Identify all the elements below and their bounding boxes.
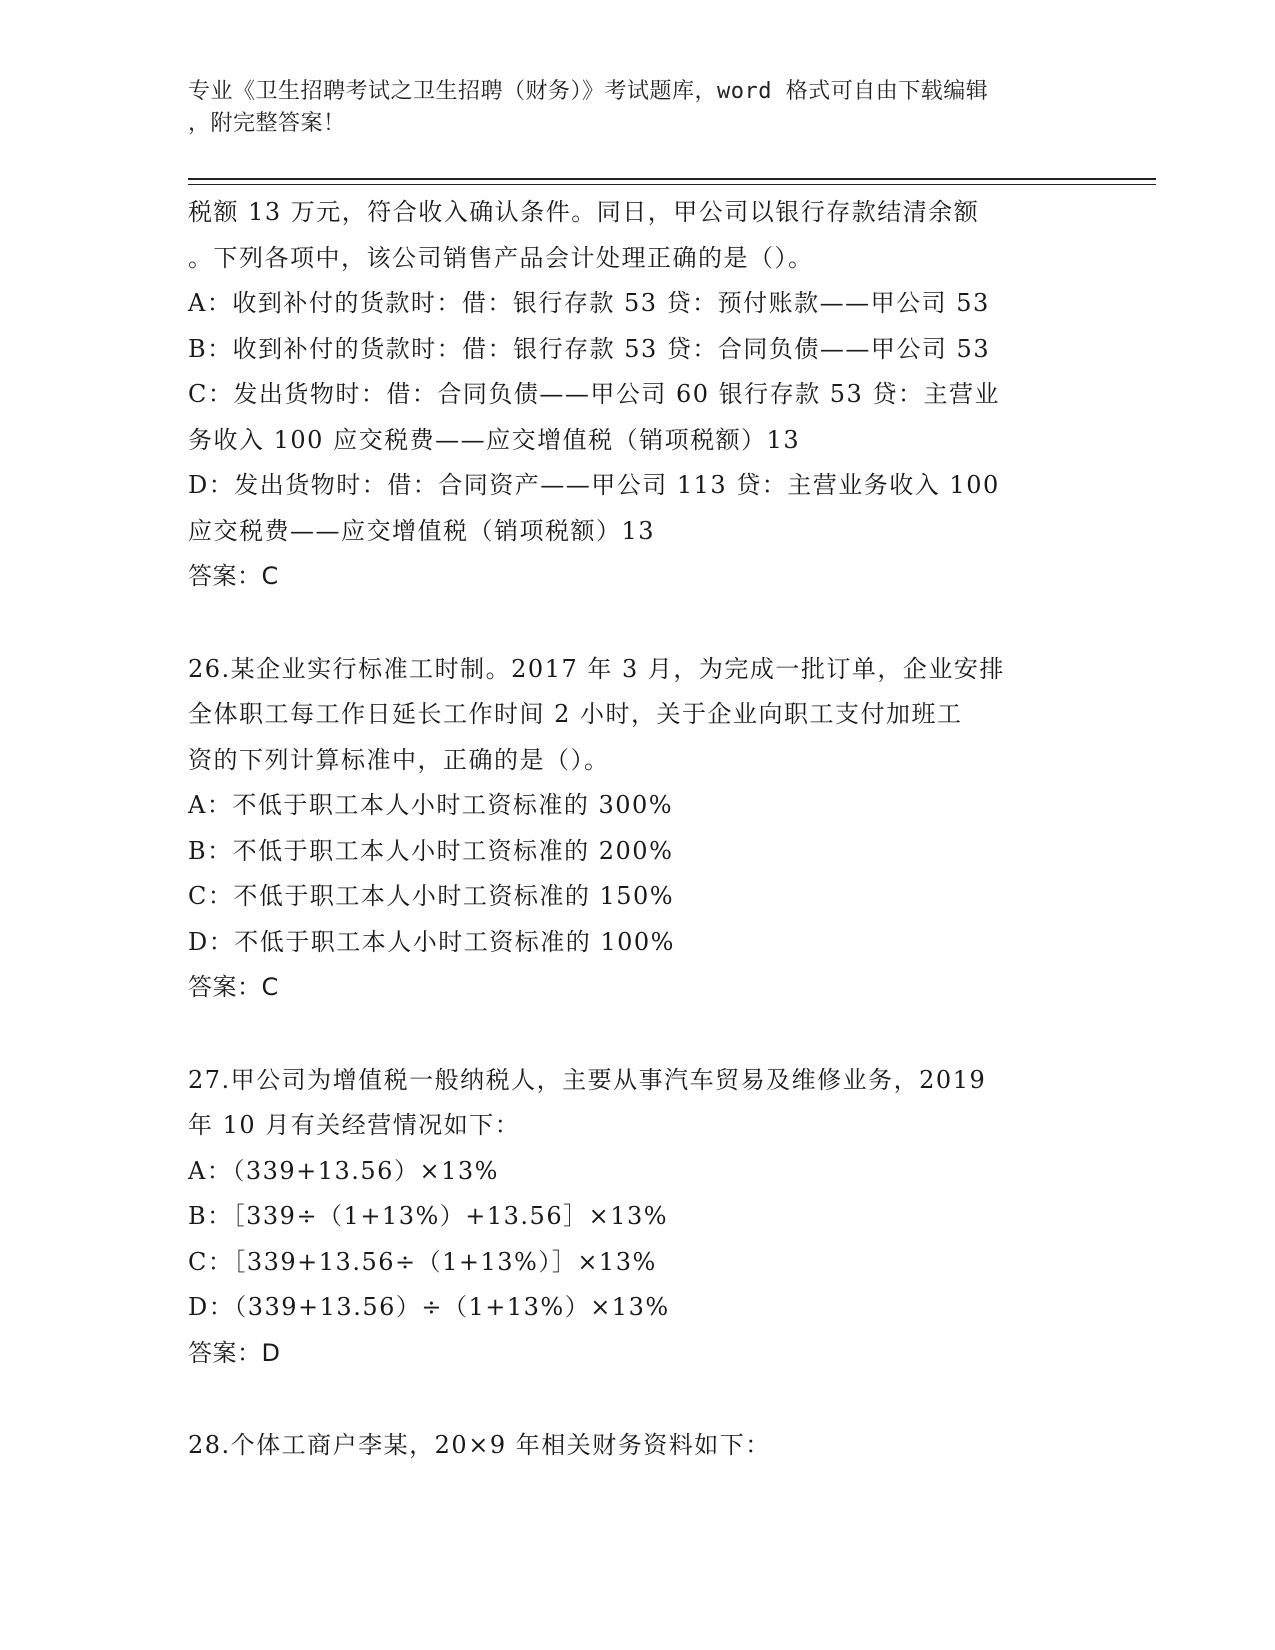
question-26 (188, 647, 1088, 1011)
option-a: A：不低于职工本人小时工资标准的 300% (188, 791, 674, 819)
option-b: B：［339÷（1+13%）+13.56］×13% (188, 1202, 669, 1230)
option-b: B：收到补付的货款时：借：银行存款 53 贷：合同负债——甲公司 53 (188, 334, 991, 363)
question-25 (188, 190, 1088, 600)
answer: 答案：D (188, 1338, 281, 1367)
header-line-1: 专业《卫生招聘考试之卫生招聘（财务）》考试题库，word 格式可自由下载编辑 (188, 79, 989, 104)
option-c-continued: 务收入 100 应交税费——应交增值税（销项税额）13 (188, 425, 801, 454)
option-d-continued: 应交税费——应交增值税（销项税额）13 (188, 516, 656, 545)
question-stem-line: 28.个体工商户李某，20×9 年相关财务资料如下： (188, 1431, 771, 1459)
option-a: A：收到补付的货款时：借：银行存款 53 贷：预付账款——甲公司 53 (188, 289, 990, 317)
option-a: A：（339+13.56）×13% (188, 1156, 499, 1185)
question-stem-line: 26.某企业实行标准工时制。2017 年 3 月，为完成一批订单，企业安排 (188, 654, 1005, 683)
question-stem-line: 税额 13 万元，符合收入确认条件。同日，甲公司以银行存款结清余额 (188, 198, 980, 226)
option-d: D：（339+13.56）÷（1+13%）×13% (188, 1293, 670, 1321)
document-body (188, 190, 1088, 1469)
header-rule-thin (188, 184, 1156, 185)
question-stem-line: 资的下列计算标准中，正确的是（）。 (188, 745, 610, 774)
option-b: B：不低于职工本人小时工资标准的 200% (188, 836, 674, 865)
header-line-2: ，附完整答案！ (188, 111, 346, 136)
question-stem-line: 27.甲公司为增值税一般纳税人，主要从事汽车贸易及维修业务，2019 (188, 1065, 987, 1094)
question-stem-line: 年 10 月有关经营情况如下： (188, 1111, 521, 1139)
option-d: D：发出货物时：借：合同资产——甲公司 113 贷：主营业务收入 100 (188, 471, 1000, 499)
option-d: D：不低于职工本人小时工资标准的 100% (188, 927, 675, 956)
answer: 答案：C (188, 562, 279, 590)
spacer (188, 1376, 1088, 1423)
document-header (188, 76, 1068, 140)
question-28 (188, 1423, 1088, 1469)
answer: 答案：C (188, 973, 279, 1001)
question-stem-line: 全体职工每工作日延长工作时间 2 小时，关于企业向职工支付加班工 (188, 700, 963, 728)
spacer (188, 600, 1088, 647)
question-27 (188, 1058, 1088, 1377)
option-c: C：［339+13.56÷（1+13%）］×13% (188, 1247, 657, 1276)
header-rule-thick (188, 178, 1156, 180)
question-stem-line: 。下列各项中，该公司销售产品会计处理正确的是（）。 (188, 243, 814, 272)
spacer (188, 1011, 1088, 1058)
option-c: C：不低于职工本人小时工资标准的 150% (188, 882, 675, 910)
option-c: C：发出货物时：借：合同负债——甲公司 60 银行存款 53 贷：主营业 (188, 380, 1000, 408)
